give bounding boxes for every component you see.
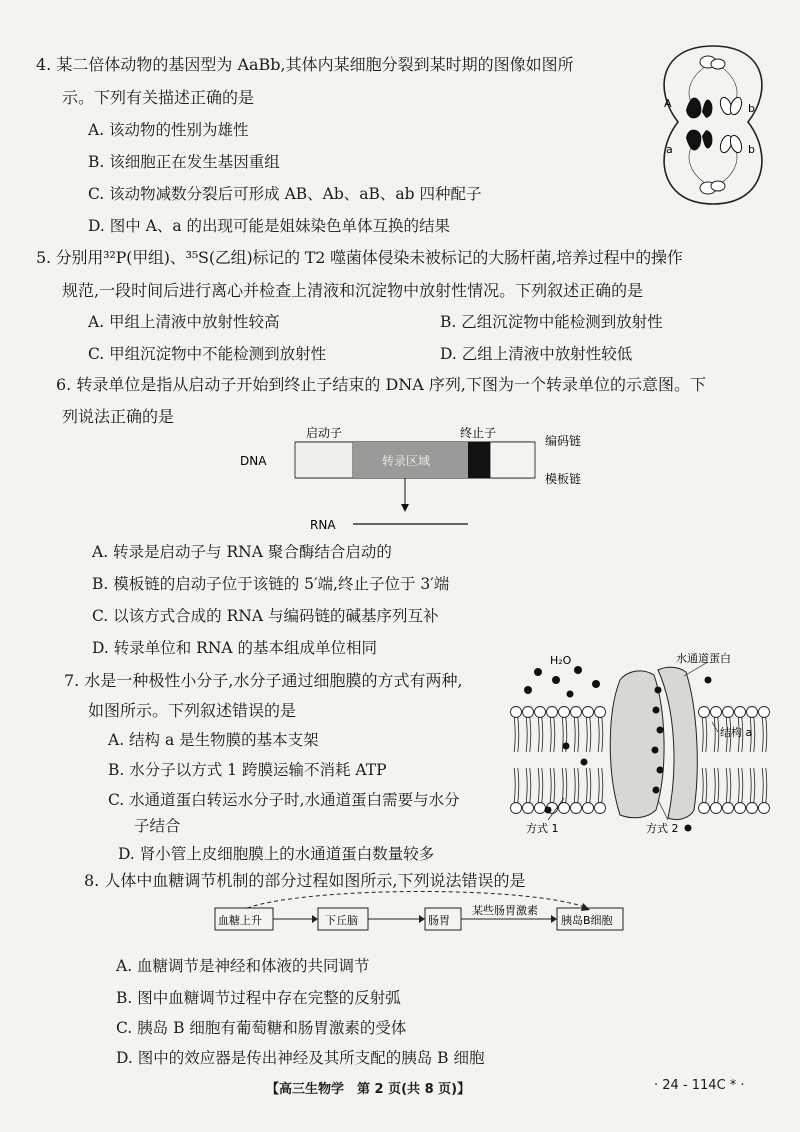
phospholipid-head <box>559 803 570 814</box>
phospholipid-tail <box>514 768 515 803</box>
phospholipid-tail <box>598 768 599 803</box>
phospholipid-tail <box>706 718 707 753</box>
phospholipid-tail <box>586 718 587 753</box>
q7-option-b: B. 水分子以方式 1 跨膜运输不消耗 ATP <box>108 761 387 779</box>
phospholipid-tail <box>514 718 515 753</box>
phospholipid-tail <box>714 718 715 753</box>
phospholipid-tail <box>602 718 603 753</box>
phospholipid-head <box>711 803 722 814</box>
q6-option-a: A. 转录是启动子与 RNA 聚合酶结合启动的 <box>92 543 392 561</box>
phospholipid-head <box>699 803 710 814</box>
phospholipid-tail <box>554 718 555 753</box>
phospholipid-tail <box>702 768 703 803</box>
label-aquaporin: 水通道蛋白 <box>676 652 731 665</box>
cell-division-figure <box>648 40 778 210</box>
phospholipid-head <box>571 707 582 718</box>
label-terminator: 终止子 <box>460 426 497 440</box>
transcription-unit-figure <box>230 424 600 542</box>
phospholipid-head <box>547 707 558 718</box>
phospholipid-tail <box>530 768 531 803</box>
label-gastrointestinal: 肠胃 <box>428 914 450 927</box>
phospholipid-head <box>595 707 606 718</box>
q4-stem-line2: 示。下列有关描述正确的是 <box>62 88 255 107</box>
q7-stem-line1: 7. 水是一种极性小分子,水分子通过细胞膜的方式有两种, <box>64 671 463 690</box>
phospholipid-head <box>747 803 758 814</box>
phospholipid-head <box>583 803 594 814</box>
label-dna: DNA <box>240 454 267 468</box>
phospholipid-head <box>735 707 746 718</box>
phospholipid-tail <box>738 768 739 803</box>
phospholipid-head <box>523 803 534 814</box>
phospholipid-head <box>511 707 522 718</box>
phospholipid-tail <box>706 768 707 803</box>
phospholipid-tail <box>550 768 551 803</box>
phospholipid-tail <box>590 718 591 753</box>
q5-stem-line1: 5. 分别用³²P(甲组)、³⁵S(乙组)标记的 T2 噬菌体侵染未被标记的大肠杆菌,培养过程中的操作 <box>36 248 683 267</box>
label-b-top: b <box>748 102 755 115</box>
label-hypothalamus: 下丘脑 <box>325 914 358 927</box>
q4-stem-line1: 4. 某二倍体动物的基因型为 AaBb,其体内某细胞分裂到某时期的图像如图所 <box>36 55 574 74</box>
label-b-bottom: b <box>748 143 755 156</box>
q5-stem-line2: 规范,一段时间后进行离心并检查上清液和沉淀物中放射性情况。下列叙述正确的是 <box>62 281 644 300</box>
blood-glucose-flow-figure <box>212 888 632 948</box>
phospholipid-head <box>535 803 546 814</box>
phospholipid-tail <box>702 718 703 753</box>
q8-option-a: A. 血糖调节是神经和体液的共同调节 <box>116 957 370 975</box>
q8-option-d: D. 图中的效应器是传出神经及其所支配的胰岛 B 细胞 <box>116 1049 485 1067</box>
q7-option-c: C. 水通道蛋白转运水分子时,水通道蛋白需要与水分 <box>108 791 460 809</box>
terminator-region <box>468 442 490 478</box>
q4-option-c: C. 该动物减数分裂后可形成 AB、Ab、aB、ab 四种配子 <box>88 185 482 203</box>
phospholipid-head <box>723 803 734 814</box>
phospholipid-tail <box>566 768 567 803</box>
q8-option-c: C. 胰岛 B 细胞有葡萄糖和肠胃激素的受体 <box>116 1019 407 1037</box>
q7-option-c-cont: 子结合 <box>134 817 181 835</box>
phospholipid-head <box>711 707 722 718</box>
phospholipid-tail <box>578 718 579 753</box>
label-islet-b-cells: 胰岛B细胞 <box>561 914 613 927</box>
phospholipid-tail <box>602 768 603 803</box>
phospholipid-tail <box>538 718 539 753</box>
q4-option-b: B. 该细胞正在发生基因重组 <box>88 153 280 171</box>
label-mode2: 方式 2 <box>646 822 679 835</box>
phospholipid-tail <box>526 718 527 753</box>
q7-stem-line2: 如图所示。下列叙述错误的是 <box>88 701 297 720</box>
phospholipid-head <box>735 803 746 814</box>
q6-stem-line1: 6. 转录单位是指从启动子开始到终止子结束的 DNA 序列,下图为一个转录单位的示意图。下 <box>56 375 706 394</box>
label-h2o: H₂O <box>550 654 572 667</box>
q8-option-b: B. 图中血糖调节过程中存在完整的反射弧 <box>116 989 401 1007</box>
phospholipid-head <box>511 803 522 814</box>
q7-option-a: A. 结构 a 是生物膜的基本支架 <box>108 731 319 749</box>
phospholipid-head <box>535 707 546 718</box>
phospholipid-tail <box>590 768 591 803</box>
chromosome-group-bottom <box>686 130 744 155</box>
label-coding-strand: 编码链 <box>545 434 582 448</box>
q7-option-d: D. 肾小管上皮细胞膜上的水通道蛋白数量较多 <box>118 845 435 863</box>
label-mode1: 方式 1 <box>526 822 559 835</box>
label-template-strand: 模板链 <box>545 472 582 486</box>
phospholipid-head <box>699 707 710 718</box>
q8-stem: 8. 人体中血糖调节机制的部分过程如图所示,下列说法错误的是 <box>84 871 526 890</box>
phospholipid-tail <box>754 718 755 753</box>
phospholipid-tail <box>542 718 543 753</box>
phospholipid-head <box>571 803 582 814</box>
phospholipid-tail <box>578 768 579 803</box>
q6-option-c: C. 以该方式合成的 RNA 与编码链的碱基序列互补 <box>92 607 439 625</box>
label-structure-a: 结构 a <box>720 726 753 739</box>
label-promoter: 启动子 <box>306 426 343 440</box>
phospholipid-head <box>595 803 606 814</box>
promoter-region <box>295 442 353 478</box>
phospholipid-tail <box>526 768 527 803</box>
page-footer: 【高三生物学 第 2 页(共 8 页)】 <box>266 1082 471 1097</box>
phospholipid-tail <box>718 718 719 753</box>
label-blood-glucose-rise: 血糖上升 <box>218 914 262 927</box>
label-a: a <box>666 143 673 156</box>
q5-option-c: C. 甲组沉淀物中不能检测到放射性 <box>88 345 327 363</box>
phospholipid-tail <box>550 718 551 753</box>
phospholipid-tail <box>726 768 727 803</box>
phospholipid-tail <box>766 768 767 803</box>
paper-code: · 24 - 114C * · <box>654 1078 745 1093</box>
cell-membrane-figure <box>508 650 770 838</box>
phospholipid-tail <box>574 768 575 803</box>
phospholipid-tail <box>538 768 539 803</box>
label-gut-hormones: 某些肠胃激素 <box>472 904 538 917</box>
phospholipid-tail <box>518 718 519 753</box>
phospholipid-tail <box>542 768 543 803</box>
phospholipid-tail <box>518 768 519 803</box>
phospholipid-tail <box>562 768 563 803</box>
phospholipid-tail <box>766 718 767 753</box>
phospholipid-head <box>559 707 570 718</box>
label-A: A <box>664 97 672 110</box>
phospholipid-head <box>759 803 770 814</box>
phospholipid-head <box>723 707 734 718</box>
label-rna: RNA <box>310 518 336 532</box>
q5-option-d: D. 乙组上清液中放射性较低 <box>440 345 633 363</box>
q5-option-a: A. 甲组上清液中放射性较高 <box>88 313 280 331</box>
phospholipid-tail <box>754 768 755 803</box>
q5-option-b: B. 乙组沉淀物中能检测到放射性 <box>440 313 663 331</box>
phospholipid-tail <box>762 768 763 803</box>
phospholipid-tail <box>718 768 719 803</box>
phospholipid-tail <box>762 718 763 753</box>
phospholipid-head <box>583 707 594 718</box>
phospholipid-head <box>759 707 770 718</box>
phospholipid-tail <box>742 768 743 803</box>
phospholipid-head <box>747 707 758 718</box>
phospholipid-head <box>523 707 534 718</box>
phospholipid-tail <box>730 768 731 803</box>
phospholipid-tail <box>750 768 751 803</box>
phospholipid-tail <box>598 718 599 753</box>
q6-option-b: B. 模板链的启动子位于该链的 5′端,终止子位于 3′端 <box>92 575 450 593</box>
q4-option-d: D. 图中 A、a 的出现可能是姐妹染色单体互换的结果 <box>88 217 451 235</box>
q6-option-d: D. 转录单位和 RNA 的基本组成单位相同 <box>92 639 378 657</box>
phospholipid-tail <box>554 768 555 803</box>
q6-stem-line2: 列说法正确的是 <box>62 407 175 426</box>
aquaporin-protein <box>610 671 664 818</box>
phospholipid-tail <box>714 768 715 803</box>
phospholipid-tail <box>530 718 531 753</box>
q4-option-a: A. 该动物的性别为雄性 <box>88 121 249 139</box>
chromosome-group-top <box>686 96 744 119</box>
phospholipid-tail <box>586 768 587 803</box>
phospholipid-tail <box>574 718 575 753</box>
label-transcribed-region: 转录区域 <box>382 454 431 468</box>
